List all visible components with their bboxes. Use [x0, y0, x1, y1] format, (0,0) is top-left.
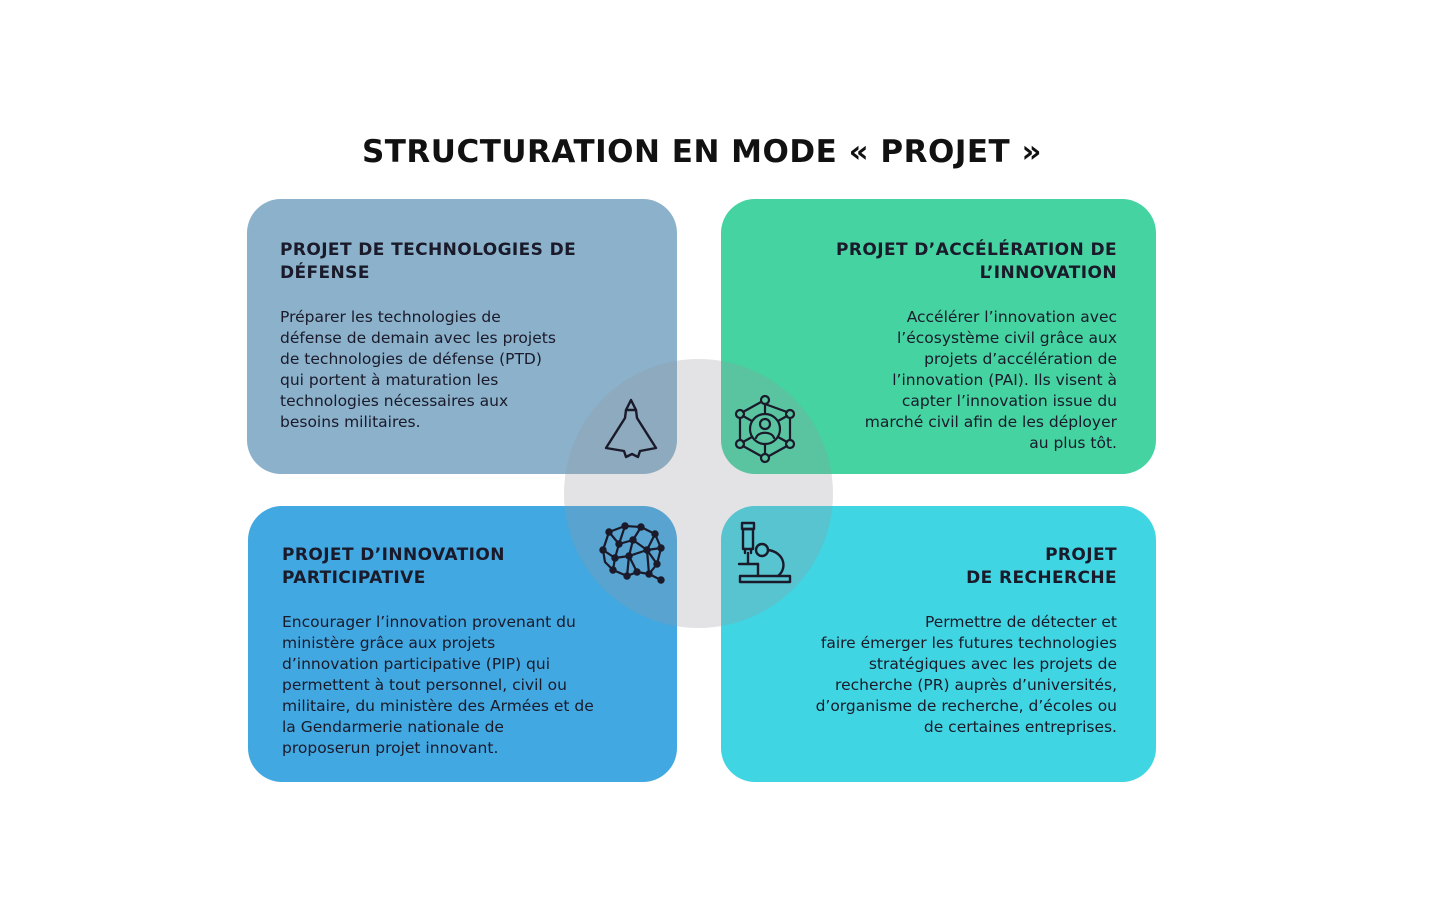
- card-title: PROJET DE RECHERCHE: [966, 545, 1117, 588]
- card-description: Préparer les technologies de défense de demain avec les projets de technologies de défense (PTD) qui portent à maturation les technologies nécessaires aux besoins militaires.: [280, 308, 556, 431]
- card-title: PROJET D’INNOVATION PARTICIPATIVE: [282, 545, 505, 588]
- network-person-icon: [730, 394, 800, 464]
- neural-brain-icon: [597, 520, 667, 586]
- card-description: Permettre de détecter et faire émerger les futures technologies stratégiques avec les projets de recherche (PR) auprès d’universités, d’organisme de recherche, d’écoles ou de certaines entreprises.: [815, 613, 1117, 736]
- card-title: PROJET DE TECHNOLOGIES DE DÉFENSE: [280, 240, 577, 283]
- card-description: Accélérer l’innovation avec l’écosystème civil grâce aux projets d’accélération de l’innovation (PAI). Ils visent à capter l’innovation issue du marché civil afin de les déployer au plus tôt.: [864, 308, 1117, 452]
- aircraft-icon: [598, 396, 664, 462]
- page-title: STRUCTURATION EN MODE « PROJET »: [361, 134, 1043, 170]
- card-title: PROJET D’ACCÉLÉRATION DE L’INNOVATION: [836, 240, 1117, 283]
- microscope-icon: [736, 520, 794, 586]
- card-description: Encourager l’innovation provenant du ministère grâce aux projets d’innovation participative (PIP) qui permettent à tout personnel, civil ou militaire, du ministère des Armées et de la Gendarmerie nationale de proposerun projet innovant.: [282, 613, 594, 757]
